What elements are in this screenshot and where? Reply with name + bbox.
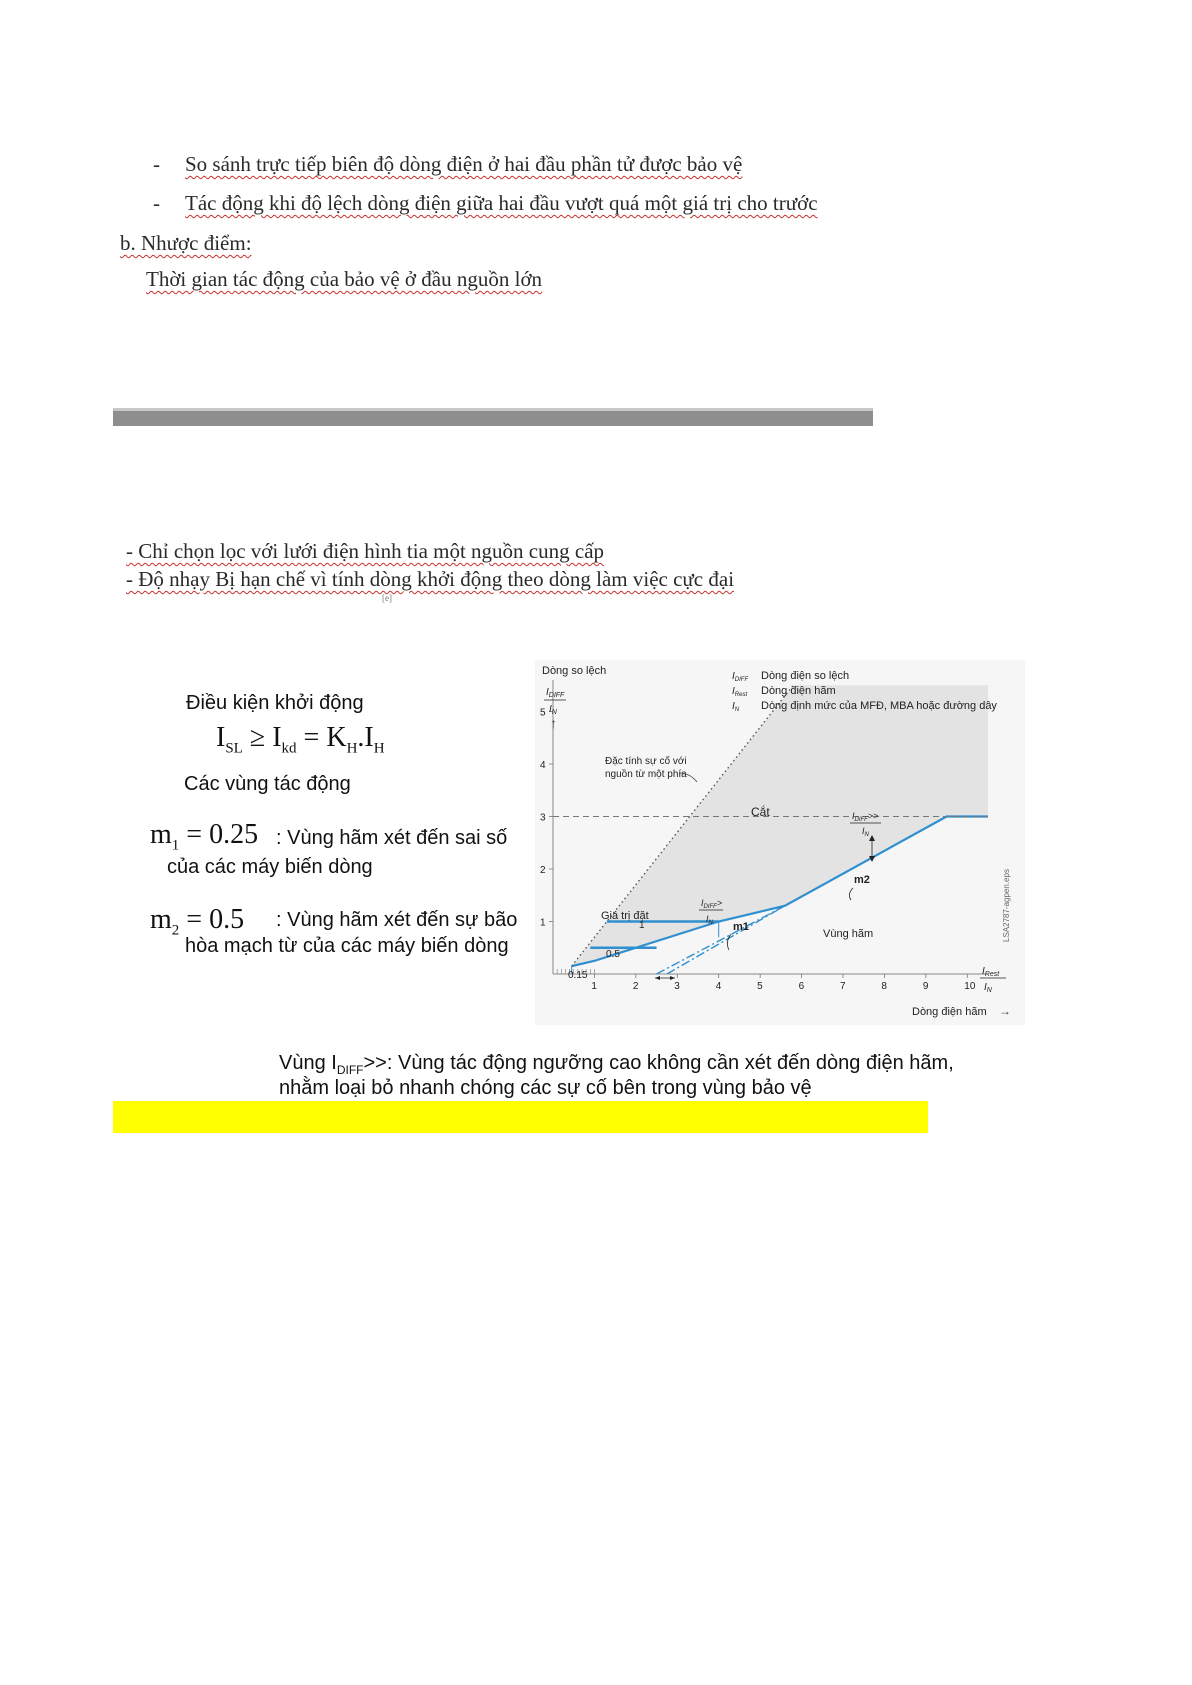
advantage-line-1: So sánh trực tiếp biên độ dòng điện ở hai đầu phần tử được bảo vệ — [185, 152, 743, 176]
idiff-high-zone-text-1: Vùng $I_{DIFF}>>$: Vùng tác động ngưỡng cao không cần xét đến dòng điện hãm, — [279, 1052, 954, 1077]
y-axis-fraction-num: $I_{DIFF}$ — [546, 687, 565, 699]
m1-equation: $m_1 = 0.25$ — [150, 819, 259, 854]
x-tick-label: 2 — [632, 981, 639, 992]
highlight-bar — [113, 1101, 928, 1133]
x-axis-title: Dòng điện hãm — [912, 1006, 987, 1018]
idiff-den: $I_N$ — [706, 914, 713, 926]
limitation-line-1: - Chỉ chọn lọc với lưới điện hình tia một nguồn cung cấp — [126, 539, 605, 563]
limitation-line-2: - Độ nhạy Bị hạn chế vì tính dòng khởi động theo dòng làm việc cực đại — [126, 567, 735, 591]
figure-code: LSA2787-agpen.eps — [1002, 869, 1011, 942]
legend-text: Dòng định mức của MFĐ, MBA hoặc đường dây — [761, 700, 997, 712]
x-tick-label: 10 — [964, 981, 976, 992]
divider-bar — [113, 408, 873, 426]
y-axis-title: Dòng so lệch — [542, 665, 607, 677]
idiff-high-den: $I_N$ — [862, 826, 869, 838]
y-tick-label: 1 — [540, 917, 546, 929]
setting-label: Giá trị đặt — [601, 910, 649, 922]
legend-symbol: $I_{Rest}$ — [732, 686, 748, 698]
m2-equation: $m_2 = 0.5$ — [150, 904, 245, 939]
disadvantage-heading: b. Nhược điểm: — [120, 231, 252, 255]
disadvantage-line: Thời gian tác động của bảo vệ ở đầu nguồn lớn — [146, 267, 543, 291]
legend-text: Dòng điện so lệch — [761, 670, 850, 682]
x-tick-label: 5 — [757, 981, 763, 992]
start-condition-title: Điều kiện khởi động — [186, 692, 364, 714]
x-axis-fraction-den: $I_N$ — [984, 982, 992, 994]
idiff-high-zone-text-2: nhằm loại bỏ nhanh chóng các sự cố bên trong vùng bảo vệ — [279, 1077, 812, 1099]
reference-mark: [e] — [382, 593, 392, 603]
fault-line-label-2: nguồn từ một phía — [605, 769, 687, 780]
x-tick-label: 3 — [674, 981, 680, 992]
m1-description-2: của các máy biến dòng — [167, 856, 373, 878]
y-tick-label: 3 — [540, 812, 546, 824]
x-tick-label: 4 — [715, 981, 722, 992]
level-1-label: 1 — [639, 920, 645, 931]
y-tick-label: 5 — [540, 707, 546, 719]
bullet-dash: - — [153, 191, 160, 215]
x-tick-label: 6 — [798, 981, 805, 992]
y-tick-label: 4 — [540, 760, 546, 771]
y-axis-fraction-den: $I_N$ — [549, 704, 557, 716]
legend-symbol: $I_{DIFF}$ — [732, 671, 749, 683]
legend-text: Dòng điện hãm — [761, 685, 836, 697]
x-tick-label: 7 — [840, 981, 846, 992]
y-tick-label: 2 — [540, 865, 546, 876]
trip-zone-label: Cắt — [751, 805, 770, 819]
up-arrow-icon: ↑ — [550, 715, 557, 731]
x-tick-label: 9 — [922, 981, 929, 992]
idiff-label: $I_{DIFF}>$ — [701, 898, 723, 910]
m1-description: : Vùng hãm xét đến sai số — [276, 827, 508, 849]
m2-description-2: hòa mạch từ của các máy biến dòng — [185, 935, 509, 957]
right-arrow-icon: → — [999, 1004, 1011, 1018]
x-tick-label: 8 — [881, 981, 887, 992]
m2-description: : Vùng hãm xét đến sự bão — [276, 909, 518, 931]
m2-label: m2 — [854, 874, 870, 886]
differential-characteristic-chart — [535, 660, 1025, 1025]
zones-title: Các vùng tác động — [184, 773, 351, 795]
bullet-dash: - — [153, 152, 160, 176]
m1-label: m1 — [733, 921, 749, 933]
idiff-high-label: $I_{DIFF}>>$ — [852, 811, 879, 823]
advantage-line-2: Tác động khi độ lệch dòng điện giữa hai đầu vượt quá một giá trị cho trước — [185, 191, 818, 215]
x-axis-fraction-num: $I_{Rest}$ — [982, 966, 1000, 978]
restraint-zone-label: Vùng hãm — [823, 928, 874, 940]
x-tick-label: 1 — [591, 981, 597, 992]
level-015-label: 0.15 — [568, 970, 588, 981]
legend-symbol: $I_N$ — [732, 701, 740, 713]
start-condition-equation: $I_{SL} \ge I_{kd} = K_H.I_H$ — [216, 722, 385, 757]
fault-line-label-1: Đặc tính sự cố với — [605, 756, 687, 767]
level-05-label: 0.5 — [606, 949, 620, 960]
